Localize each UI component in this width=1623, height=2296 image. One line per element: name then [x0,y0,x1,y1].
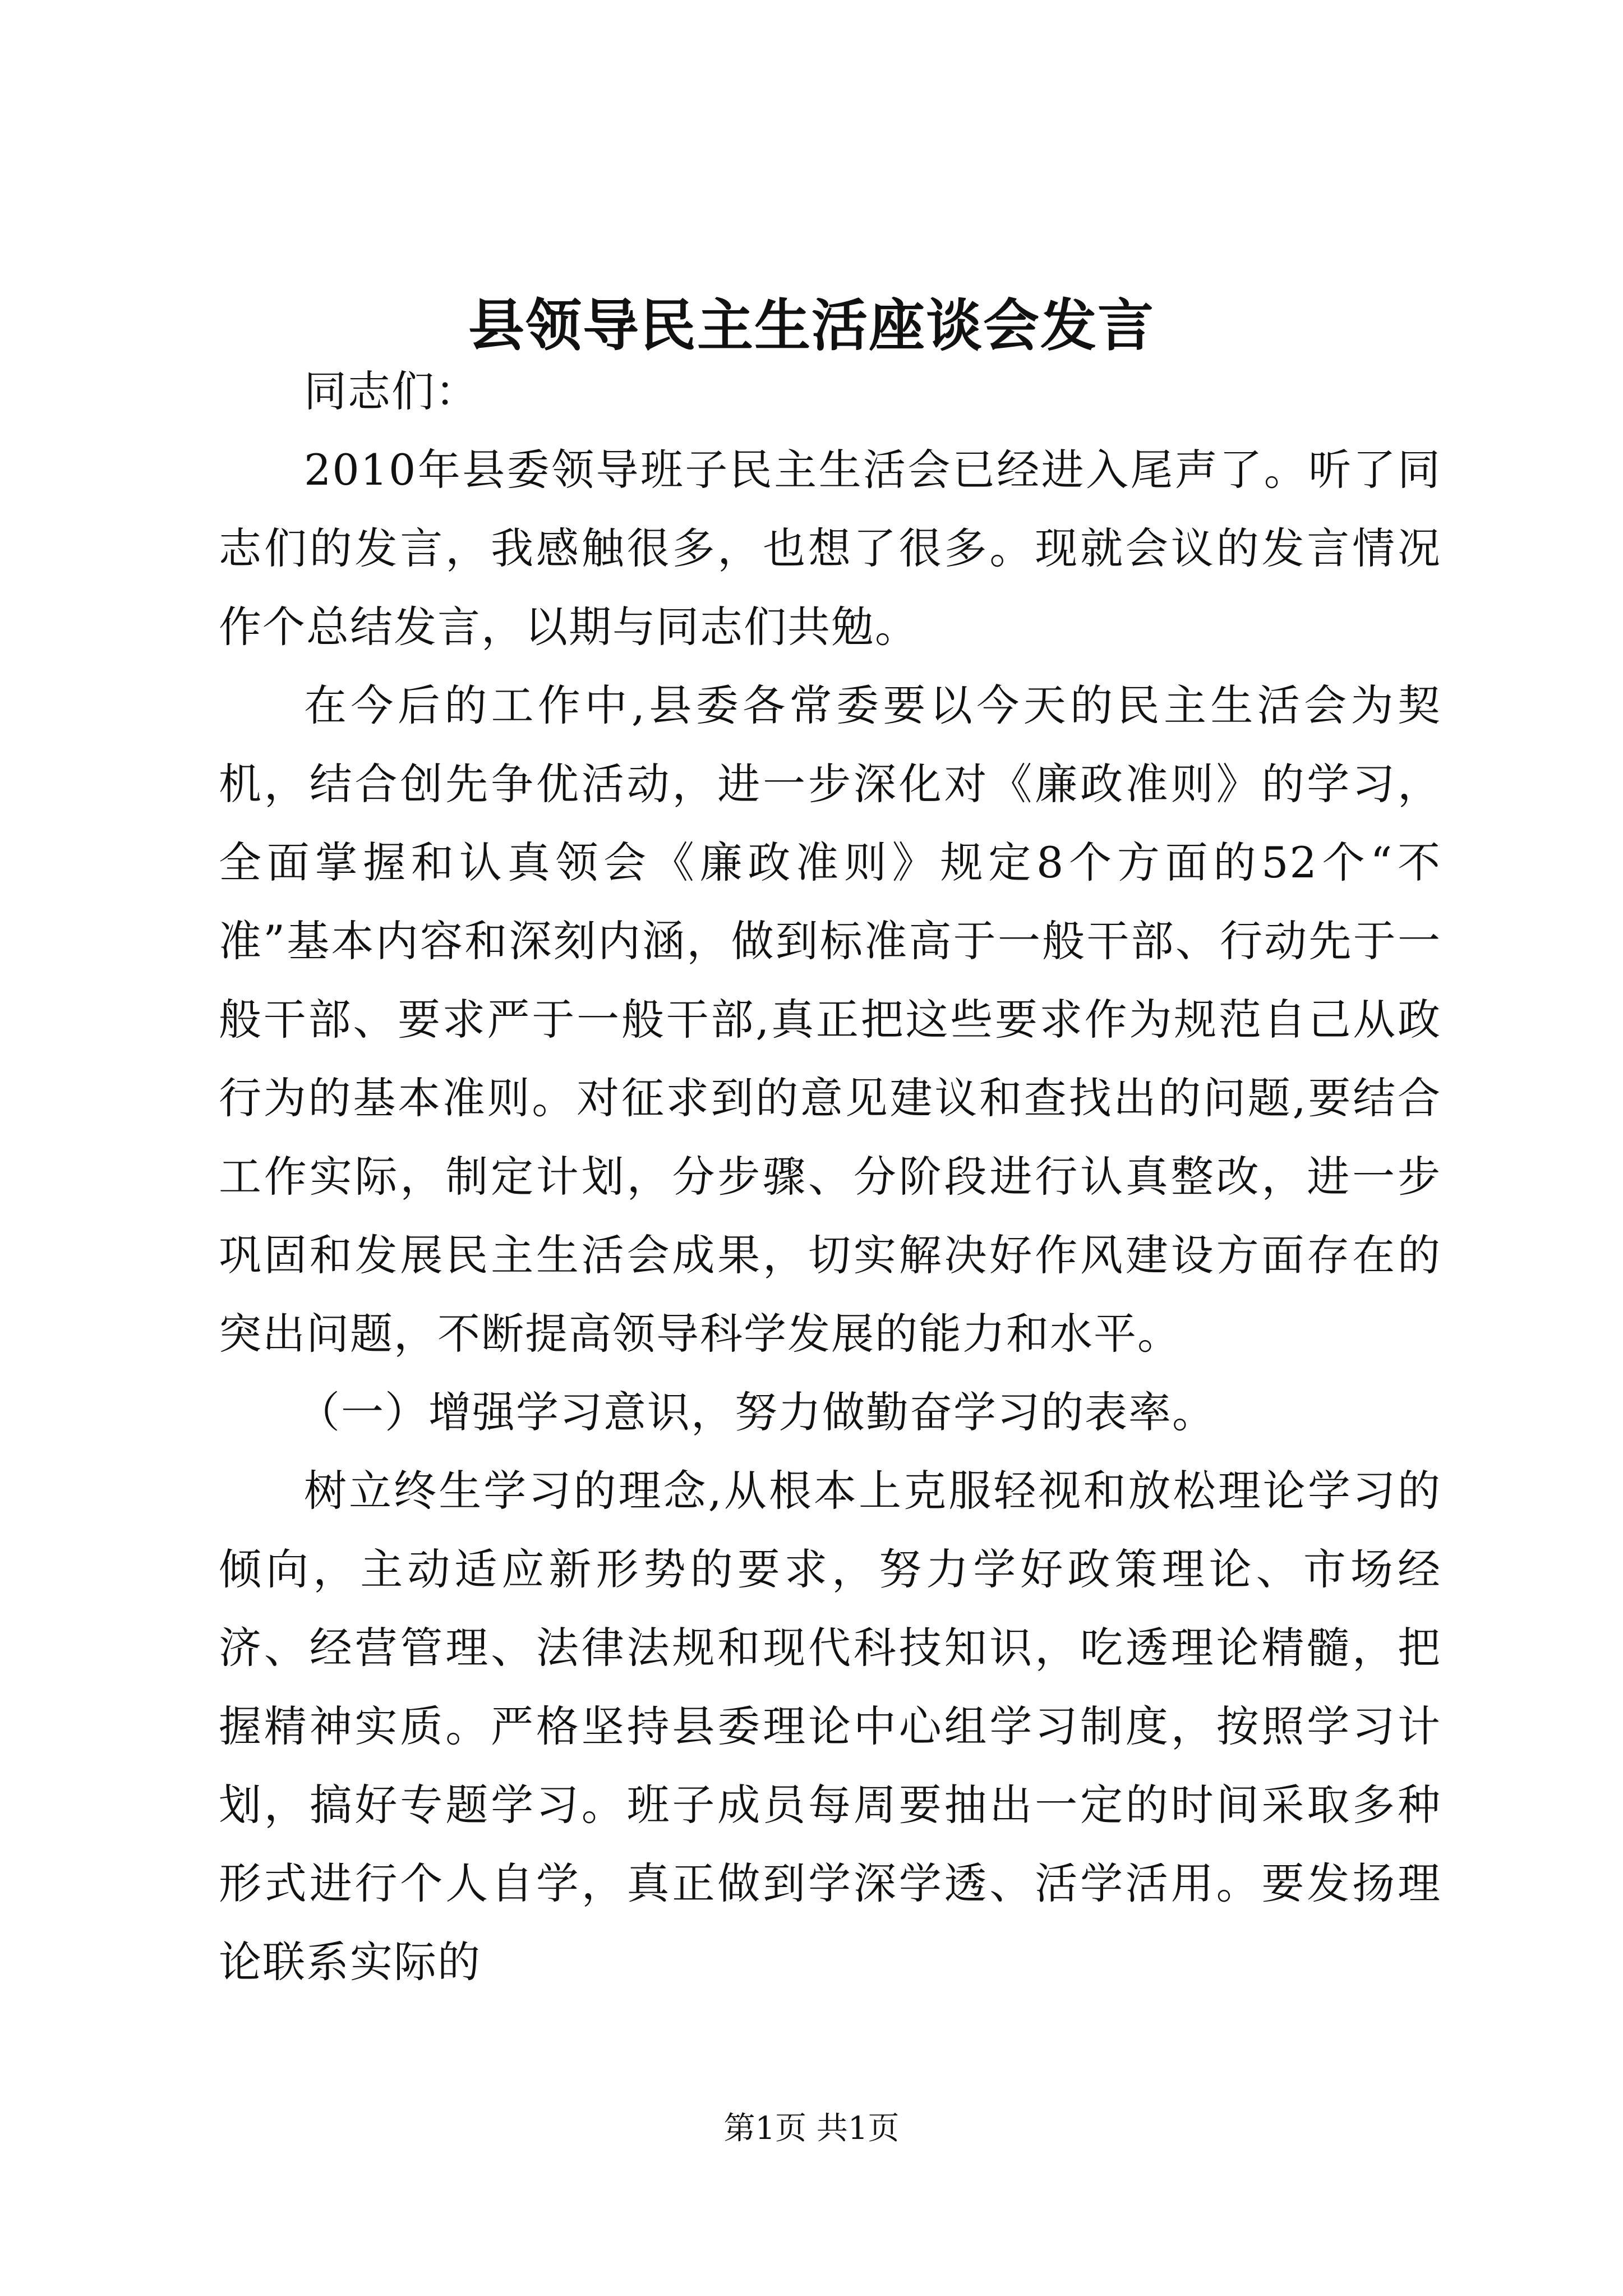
section-heading-1: （一）增强学习意识，努力做勤奋学习的表率。 [297,1387,1216,1437]
paragraph-main: 在今后的工作中,县委各常委要以今天的民主生活会为契机，结合创先争优活动，进一步深化对《廉政准则》的学习，全面掌握和认真领会《廉政准则》规定8个方面的52个“不准”基本内容和深刻内涵，做到标准高于一般干部、行动先于一般干部、要求严于一般干部,真正把这些要求作为规范自己从政行为的基本准则。对征求到的意见建议和查找出的问题,要结合工作实际，制定计划，分步骤、分阶段进行认真整改，进一步巩固和发展民主生活会成果，切实解决好作风建设方面存在的突出问题，不断提高领导科学发展的能力和水平。 [219,680,1441,1359]
page-footer: 第1页 共1页 [723,2110,900,2147]
document-title: 县领导民主生活座谈会发言 [468,292,1155,358]
paragraph-intro: 2010年县委领导班子民主生活会已经进入尾声了。听了同志们的发言，我感触很多，也想了很多。现就会议的发言情况作个总结发言，以期与同志们共勉。 [219,445,1441,652]
salutation: 同志们： [304,366,479,416]
document-body [219,352,1441,2001]
paragraph-study: 树立终生学习的理念,从根本上克服轻视和放松理论学习的倾向，主动适应新形势的要求，努力学好政策理论、市场经济、经营管理、法律法规和现代科技知识，吃透理论精髓，把握精神实质。严格坚持县委理论中心组学习制度，按照学习计划，搞好专题学习。班子成员每周要抽出一定的时间采取多种形式进行个人自学，真正做到学深学透、活学活用。要发扬理论联系实际的 [219,1466,1441,1987]
